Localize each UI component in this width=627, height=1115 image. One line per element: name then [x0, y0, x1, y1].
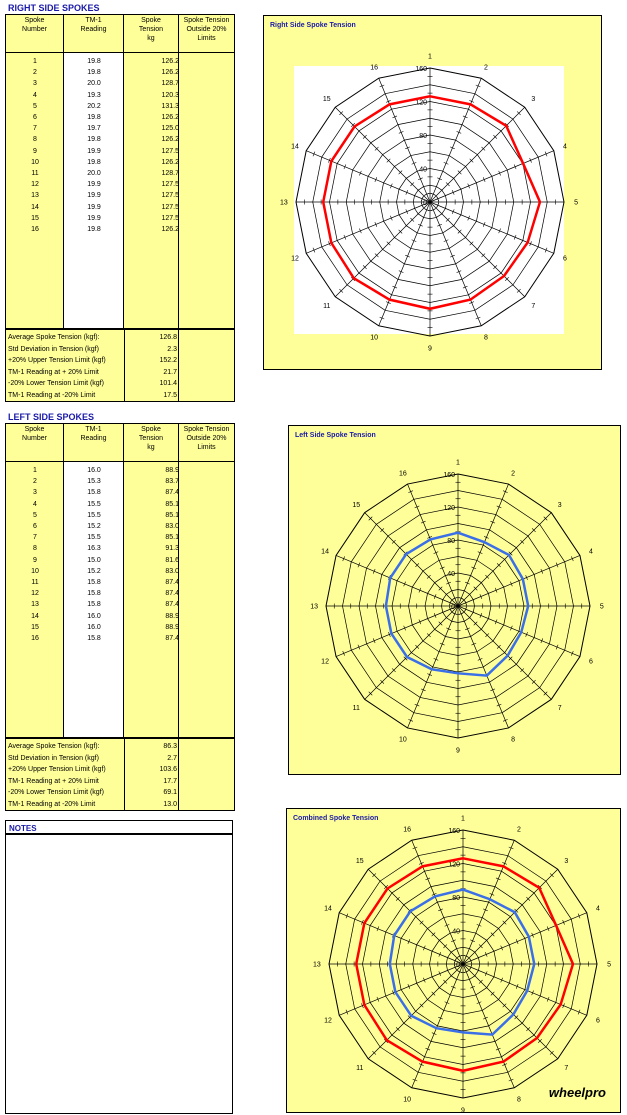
stat-label: TM-1 Reading at + 20% Limit [8, 368, 99, 376]
axis-spoke [458, 606, 509, 728]
axis-spoke [458, 484, 509, 606]
stat-label: TM-1 Reading at + 20% Limit [8, 777, 99, 785]
spoke-tension: 120.3 [161, 91, 179, 99]
spoke-number: 9 [33, 556, 37, 564]
table-row [6, 555, 234, 566]
category-label: 3 [564, 858, 569, 866]
left-header-col-1 [6, 424, 64, 461]
spoke-tension: 128.7 [161, 170, 179, 177]
spoke-tension: 126.2 [161, 136, 179, 144]
left-stats [6, 739, 234, 810]
category-label: 11 [356, 1064, 364, 1072]
category-label: 12 [321, 658, 329, 666]
category-label: 15 [352, 501, 361, 509]
right-table-header [6, 15, 234, 53]
table-row [6, 487, 234, 498]
spoke-tension: 131.3 [161, 102, 179, 110]
stat-label: -20% Lower Tension Limit (kgf) [8, 380, 104, 387]
stat-row [6, 764, 234, 775]
notes-title: NOTES [9, 824, 37, 833]
table-row [6, 588, 234, 599]
tm1-reading: 19.9 [87, 192, 101, 200]
spoke-tension: 83.0 [165, 567, 179, 575]
category-label: 5 [574, 199, 579, 207]
stat-value: 86.3 [163, 743, 177, 750]
table-row [6, 90, 234, 101]
spoke-tension: 85.1 [165, 511, 179, 519]
spoke-tension: 87.4 [165, 489, 179, 497]
spoke-tension: 87.4 [165, 635, 179, 642]
spoke-number: 14 [31, 612, 39, 620]
left-header-text: Number [22, 435, 47, 442]
tm1-reading: 19.3 [87, 91, 101, 99]
radial-tick-label: 80 [419, 133, 427, 140]
table-row [6, 179, 234, 190]
category-label: 9 [461, 1107, 465, 1112]
tm1-reading: 16.3 [87, 545, 101, 553]
stat-value: 126.8 [159, 334, 177, 341]
combined-radar-chart [287, 809, 620, 1112]
tm1-reading: 19.8 [87, 158, 101, 166]
left-chart-title: Left Side Spoke Tension [295, 432, 376, 439]
stat-row [6, 332, 234, 343]
table-row [6, 465, 234, 476]
stat-label: TM-1 Reading at -20% Limit [8, 391, 96, 399]
tm1-reading: 19.8 [87, 136, 101, 144]
stat-row [6, 355, 234, 366]
category-label: 5 [607, 961, 612, 969]
spoke-tension: 88.9 [165, 467, 179, 474]
table-row [6, 611, 234, 622]
category-label: 16 [403, 826, 412, 834]
spoke-number: 14 [31, 203, 39, 211]
category-label: 6 [588, 658, 593, 666]
spoke-number: 8 [33, 545, 37, 553]
tm1-reading: 16.0 [87, 623, 101, 631]
stat-value: 2.7 [167, 754, 177, 762]
stat-value: 13.0 [163, 800, 177, 808]
spoke-tension: 127.5 [161, 203, 179, 211]
tm1-reading: 15.3 [87, 478, 101, 486]
category-label: 10 [399, 736, 407, 744]
axis-spoke [458, 555, 580, 606]
left-header-text: Outside 20% [186, 435, 227, 442]
tm1-reading: 19.9 [87, 147, 101, 155]
radial-tick-label: 80 [447, 538, 455, 545]
spoke-number: 15 [31, 623, 39, 631]
table-row [6, 146, 234, 157]
table-row [6, 202, 234, 213]
right-table-body [6, 53, 234, 330]
table-row [6, 67, 234, 78]
category-label: 6 [562, 255, 567, 263]
table-row [6, 224, 234, 235]
tm1-reading: 15.5 [87, 511, 101, 519]
spoke-tension: 126.2 [161, 114, 179, 121]
table-row [6, 213, 234, 224]
radial-tick-label: 160 [415, 66, 427, 73]
left-header-text: Tension [138, 435, 164, 442]
stat-label: Std Deviation in Tension (kgf) [8, 754, 99, 762]
right-header-text: TM-1 [85, 17, 102, 24]
stat-value: 17.5 [163, 391, 177, 399]
table-row [6, 78, 234, 89]
tm1-reading: 20.0 [87, 170, 101, 177]
radial-tick-label: 0 [423, 200, 427, 207]
stat-value: 2.3 [167, 345, 177, 353]
spoke-number: 13 [31, 601, 39, 609]
left-header-col-2 [64, 424, 124, 461]
category-label: 10 [370, 334, 379, 342]
notes-box[interactable] [5, 820, 233, 1114]
spoke-number: 15 [31, 214, 39, 222]
table-row [6, 521, 234, 532]
left-header-text: Limits [197, 444, 216, 451]
left-radar-chart [289, 426, 620, 774]
radial-tick-label: 80 [452, 895, 460, 902]
table-row [6, 190, 234, 201]
spoke-tension: 88.9 [165, 623, 179, 631]
table-row [6, 510, 234, 521]
table-row [6, 168, 234, 179]
table-row [6, 123, 234, 134]
category-label: 13 [310, 603, 319, 611]
radial-tick-label: 40 [419, 166, 427, 174]
radial-tick-label: 120 [415, 99, 427, 107]
stat-row [6, 390, 234, 401]
category-label: 12 [291, 255, 299, 263]
stat-label: +20% Upper Tension Limit (kgf) [8, 357, 106, 364]
spoke-number: 1 [33, 467, 37, 474]
spoke-tension: 87.4 [165, 579, 179, 586]
left-header-text: kg [147, 444, 155, 451]
tm1-reading: 19.9 [87, 203, 101, 211]
radial-tick-label: 40 [452, 928, 460, 936]
category-label: 9 [428, 345, 432, 353]
stat-value: 21.7 [163, 368, 177, 376]
table-row [6, 56, 234, 67]
right-section-title: RIGHT SIDE SPOKES [8, 3, 100, 13]
left-table-header [6, 424, 234, 462]
table-row [6, 633, 234, 644]
spoke-number: 5 [33, 511, 37, 519]
stat-value: 152.2 [159, 357, 177, 364]
radial-tick-label: 0 [456, 962, 460, 969]
radial-tick-label: 40 [447, 571, 455, 578]
category-label: 8 [516, 1096, 521, 1104]
category-label: 1 [456, 459, 460, 467]
radial-tick-label: 120 [448, 861, 460, 869]
axis-spoke [463, 964, 587, 1015]
right-stats [6, 330, 234, 401]
stat-value: 103.6 [159, 766, 177, 773]
category-label: 14 [291, 143, 299, 151]
spoke-number: 12 [31, 590, 39, 598]
table-row [6, 599, 234, 610]
spoke-number: 1 [33, 58, 37, 65]
axis-spoke [463, 913, 587, 964]
tm1-reading: 16.0 [87, 612, 101, 620]
right-header-text: Spoke [141, 17, 161, 24]
spoke-number: 7 [33, 534, 37, 542]
right-header-col-2 [64, 15, 124, 52]
category-label: 2 [511, 470, 516, 478]
spoke-number: 13 [31, 192, 39, 200]
tm1-reading: 16.0 [87, 467, 101, 474]
spoke-tension: 85.1 [165, 500, 179, 508]
stat-label: Average Spoke Tension (kgf): [8, 334, 100, 341]
spoke-tension: 88.9 [165, 612, 179, 620]
tm1-reading: 19.8 [87, 226, 101, 233]
left-header-text: Reading [80, 435, 107, 442]
stat-value: 101.4 [159, 380, 177, 387]
spoke-number: 8 [33, 136, 37, 144]
category-label: 1 [461, 815, 465, 823]
category-label: 3 [557, 501, 562, 509]
right-radar-chart-panel [263, 15, 602, 370]
tm1-reading: 19.7 [87, 125, 101, 133]
spoke-tension: 127.5 [161, 214, 179, 222]
category-label: 16 [370, 64, 379, 72]
category-label: 4 [562, 143, 567, 151]
table-row [6, 532, 234, 543]
spoke-number: 10 [31, 567, 39, 575]
category-label: 13 [313, 961, 321, 969]
category-label: 15 [355, 858, 364, 866]
table-row [6, 101, 234, 112]
left-table-body [6, 462, 234, 739]
tm1-reading: 15.2 [87, 567, 101, 575]
left-header-text: TM-1 [85, 426, 102, 433]
category-label: 7 [531, 302, 536, 310]
radial-tick-label: 0 [451, 604, 455, 611]
spoke-tension: 126.2 [161, 58, 179, 65]
spoke-number: 11 [31, 579, 39, 586]
category-label: 4 [595, 905, 600, 913]
axis-spoke [458, 606, 580, 657]
right-header-text: Limits [197, 35, 216, 42]
combined-chart-title: Combined Spoke Tension [293, 815, 379, 822]
table-row [6, 577, 234, 588]
radial-tick-label: 160 [448, 828, 460, 835]
stat-label: -20% Lower Tension Limit (kgf) [8, 789, 104, 796]
category-label: 10 [403, 1096, 412, 1104]
right-header-text: Number [22, 26, 47, 33]
spoke-number: 7 [33, 125, 37, 133]
axis-spoke [336, 606, 458, 657]
stat-label: +20% Upper Tension Limit (kgf) [8, 766, 106, 773]
spoke-tension: 81.6 [165, 556, 179, 564]
spoke-number: 6 [33, 114, 37, 121]
right-header-text: Tension [138, 26, 164, 33]
tm1-reading: 19.8 [87, 114, 101, 121]
tm1-reading: 19.8 [87, 69, 101, 77]
left-section-title: LEFT SIDE SPOKES [8, 412, 95, 422]
axis-spoke [407, 484, 458, 606]
table-row [6, 499, 234, 510]
category-label: 6 [595, 1017, 600, 1025]
stat-row [6, 753, 234, 764]
left-radar-chart-panel [288, 425, 621, 775]
tm1-reading: 15.5 [87, 534, 101, 542]
spoke-number: 2 [33, 478, 37, 486]
spoke-tension: 127.5 [161, 181, 179, 189]
wheelpro-logo: wheelpro [548, 1085, 606, 1100]
stat-row [6, 344, 234, 355]
spoke-tension: 126.2 [161, 69, 179, 77]
tm1-reading: 19.9 [87, 214, 101, 222]
left-spokes-table [5, 423, 235, 811]
spoke-tension: 87.4 [165, 601, 179, 609]
radial-tick-label: 120 [443, 505, 455, 512]
spoke-number: 3 [33, 80, 37, 88]
axis-spoke [407, 606, 458, 728]
tm1-reading: 15.0 [87, 556, 101, 564]
category-label: 15 [322, 96, 331, 104]
right-header-text: Spoke Tension [183, 17, 230, 24]
tm1-reading: 20.2 [87, 102, 101, 110]
stat-label: Std Deviation in Tension (kgf) [8, 345, 99, 353]
right-header-text: Outside 20% [186, 26, 227, 33]
category-label: 8 [483, 334, 488, 342]
notes-divider [6, 833, 232, 835]
spoke-number: 16 [31, 226, 39, 233]
right-radar-chart [264, 16, 601, 369]
category-label: 13 [280, 199, 288, 207]
right-header-text: Reading [80, 26, 107, 33]
tm1-reading: 15.8 [87, 579, 101, 586]
table-row [6, 112, 234, 123]
category-label: 11 [352, 705, 360, 713]
category-label: 11 [323, 302, 331, 310]
category-label: 1 [428, 53, 432, 61]
right-header-col-4 [179, 15, 234, 52]
stat-row [6, 799, 234, 810]
category-label: 9 [456, 747, 460, 755]
spoke-number: 6 [33, 523, 37, 530]
spoke-tension: 126.2 [161, 158, 179, 166]
table-row [6, 622, 234, 633]
table-row [6, 157, 234, 168]
right-chart-title: Right Side Spoke Tension [270, 22, 356, 29]
right-header-text: Spoke [24, 17, 45, 24]
spoke-number: 11 [31, 170, 39, 177]
category-label: 8 [511, 736, 516, 744]
table-row [6, 476, 234, 487]
stat-label: Average Spoke Tension (kgf): [8, 743, 100, 750]
tm1-reading: 15.8 [87, 489, 101, 497]
stat-row [6, 367, 234, 378]
spoke-tension: 91.3 [165, 545, 179, 553]
spoke-number: 3 [33, 489, 37, 497]
spoke-tension: 128.7 [161, 80, 179, 88]
spoke-number: 12 [31, 181, 39, 189]
category-label: 12 [324, 1017, 332, 1025]
category-label: 2 [483, 64, 488, 72]
combined-radar-chart-panel [286, 808, 621, 1113]
tm1-reading: 20.0 [87, 80, 101, 88]
stat-value: 17.7 [163, 777, 177, 785]
right-spokes-table [5, 14, 235, 402]
stat-row [6, 776, 234, 787]
left-header-col-3 [124, 424, 179, 461]
category-label: 14 [324, 905, 332, 913]
spoke-tension: 83.0 [165, 523, 179, 530]
category-label: 7 [557, 705, 562, 713]
radial-tick-label: 160 [443, 472, 455, 479]
category-label: 5 [599, 603, 604, 611]
category-label: 7 [564, 1064, 569, 1072]
table-row [6, 134, 234, 145]
table-row [6, 543, 234, 554]
category-label: 14 [321, 548, 329, 556]
left-header-text: Spoke [141, 426, 161, 433]
left-header-text: Spoke Tension [183, 426, 230, 433]
spoke-tension: 126.2 [161, 226, 179, 233]
spoke-number: 4 [33, 500, 37, 508]
spoke-number: 4 [33, 91, 37, 99]
category-label: 4 [588, 548, 593, 556]
stat-label: TM-1 Reading at -20% Limit [8, 800, 96, 808]
spoke-number: 10 [31, 158, 39, 166]
category-label: 2 [516, 826, 521, 834]
spoke-tension: 87.4 [165, 590, 179, 598]
spoke-number: 9 [33, 147, 37, 155]
spoke-tension: 125.0 [161, 125, 179, 133]
tm1-reading: 15.8 [87, 601, 101, 609]
table-row [6, 566, 234, 577]
stat-row [6, 741, 234, 752]
tm1-reading: 15.8 [87, 590, 101, 598]
spoke-tension: 83.7 [165, 478, 179, 486]
category-label: 3 [531, 96, 536, 104]
spoke-number: 2 [33, 69, 37, 77]
left-header-text: Spoke [24, 426, 45, 433]
stat-row [6, 378, 234, 389]
stat-value: 69.1 [163, 789, 177, 796]
tm1-reading: 19.9 [87, 181, 101, 189]
stat-row [6, 787, 234, 798]
spoke-number: 5 [33, 102, 37, 110]
spoke-tension: 127.5 [161, 147, 179, 155]
spoke-tension: 127.5 [161, 192, 179, 200]
tm1-reading: 15.8 [87, 635, 101, 642]
tm1-reading: 15.5 [87, 500, 101, 508]
spoke-number: 16 [31, 635, 39, 642]
left-header-col-4 [179, 424, 234, 461]
tm1-reading: 15.2 [87, 523, 101, 530]
axis-spoke [336, 555, 458, 606]
right-header-col-3 [124, 15, 179, 52]
spoke-tension: 85.1 [165, 534, 179, 542]
tm1-reading: 19.8 [87, 58, 101, 65]
category-label: 16 [399, 470, 407, 478]
right-header-col-1 [6, 15, 64, 52]
right-header-text: kg [147, 35, 155, 42]
